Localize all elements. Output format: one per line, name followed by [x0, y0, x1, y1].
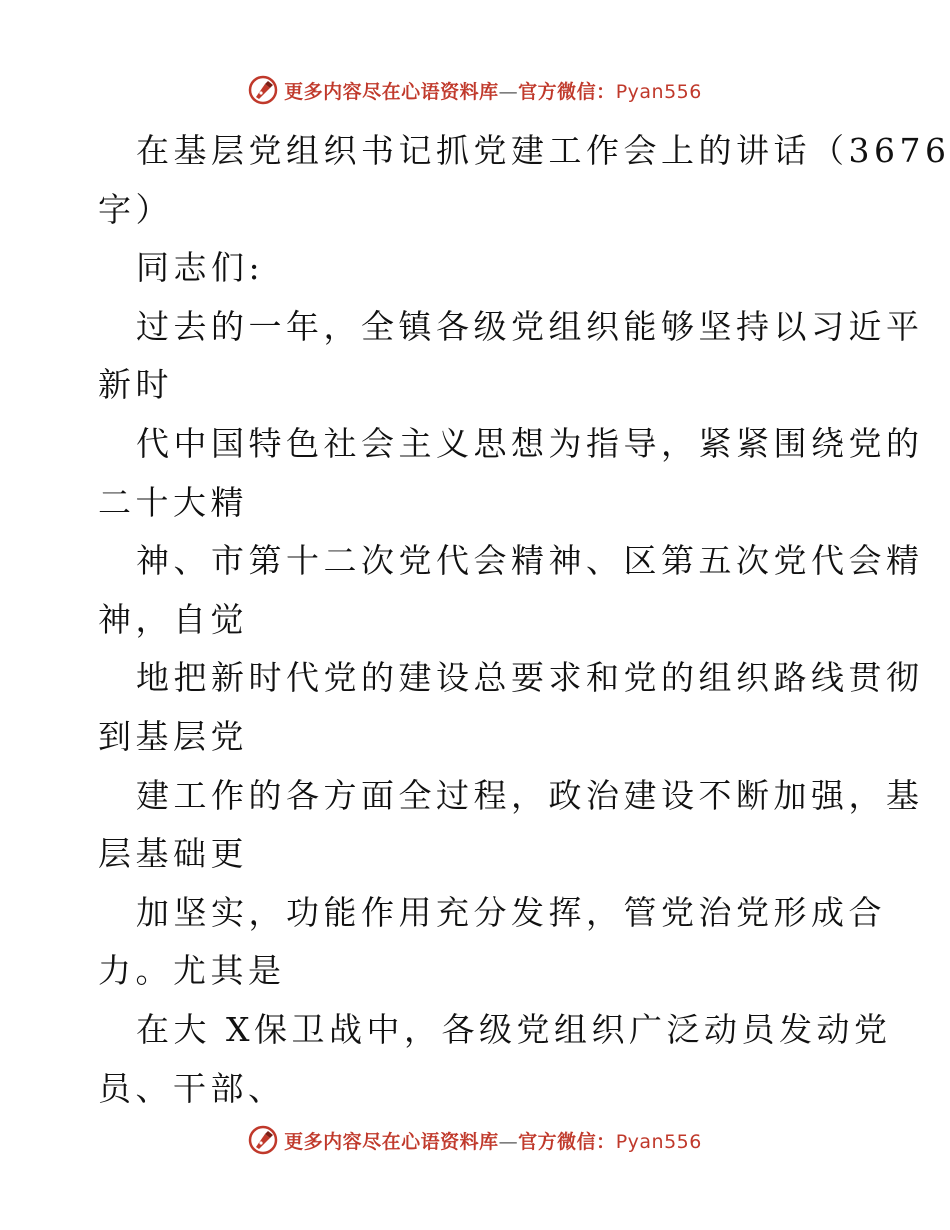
watermark-wechat-label: 官方微信：: [518, 80, 616, 103]
paragraph-line: 力。尤其是: [98, 951, 286, 991]
watermark-brand: 更多内容尽在心语资料库: [284, 1130, 499, 1153]
paragraph-line: 过去的一年，全镇各级党组织能够坚持以习近平: [136, 306, 924, 346]
document-title-line: 在基层党组织书记抓党建工作会上的讲话（3676: [136, 131, 950, 170]
paragraph-line: 加坚实，功能作用充分发挥，管党治党形成合: [136, 892, 886, 932]
header-watermark: [0, 72, 950, 108]
watermark-text: [284, 77, 702, 104]
paragraph-line: 二十大精: [98, 482, 248, 522]
paragraph-line: 层基础更: [98, 834, 248, 874]
paragraph-line: 新时: [98, 365, 173, 405]
paragraph-line: 代中国特色社会主义思想为指导，紧紧围绕党的: [136, 423, 924, 463]
watermark-wechat-label: 官方微信：: [518, 1130, 616, 1153]
paragraph-line: 地把新时代党的建设总要求和党的组织路线贯彻: [136, 658, 924, 698]
watermark-brand: 更多内容尽在心语资料库: [284, 80, 499, 103]
paragraph-line: 字）: [98, 189, 173, 229]
watermark-text: [284, 1127, 702, 1154]
paragraph-line: 建工作的各方面全过程，政治建设不断加强，基: [136, 775, 924, 815]
pen-nib-logo-icon: [248, 75, 278, 105]
watermark-separator: —: [498, 80, 519, 103]
footer-watermark: [0, 1122, 950, 1158]
paragraph-line: 神，自觉: [98, 599, 248, 639]
watermark-wechat-handle: Pyan556: [615, 1130, 702, 1153]
paragraph-line: 员、干部、: [98, 1068, 286, 1108]
watermark-separator: —: [498, 1130, 519, 1153]
pen-nib-logo-icon: [248, 1125, 278, 1155]
paragraph-line: 在大 X保卫战中，各级党组织广泛动员发动党: [136, 1009, 892, 1049]
paragraph-line: 同志们:: [136, 248, 265, 288]
paragraph-line: 到基层党: [98, 716, 248, 756]
paragraph-line: 神、市第十二次党代会精神、区第五次党代会精: [136, 541, 924, 581]
watermark-wechat-handle: Pyan556: [615, 80, 702, 103]
document-body: [98, 122, 950, 1118]
